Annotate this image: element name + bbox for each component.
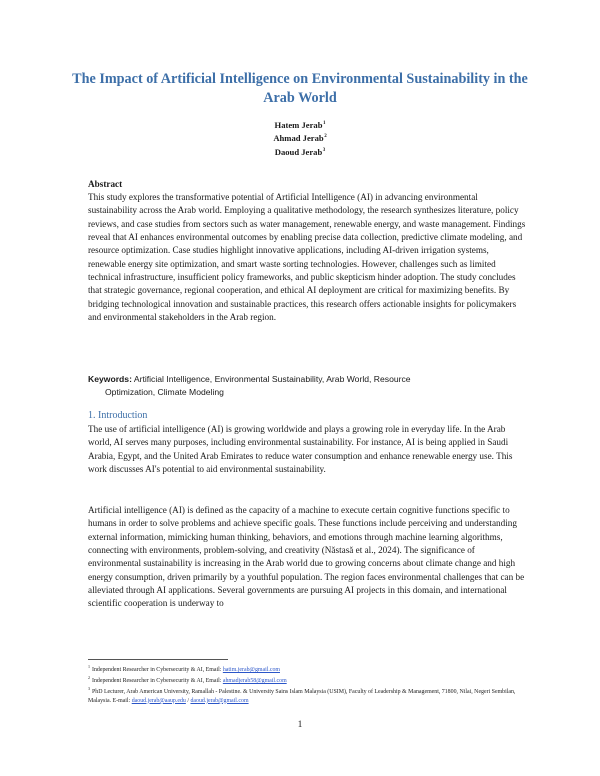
author-footnote-mark: 3	[322, 147, 326, 153]
footnote	[88, 674, 528, 685]
author	[0, 131, 600, 144]
abstract-body: This study explores the transformative potential of Artificial Intelligence (AI) in advancing environmental sustainability across the Arab world. Employing a qualitative methodology, the research synthesizes literature, policy reviews, and case studies from sectors such as water management, renewable energy, and waste management. Findings reveal that AI enhances environmental outcomes by enabling precise data collection, predictive climate modeling, and resource optimization. Case studies highlight innovative applications, including AI-driven irrigation systems, renewable energy site optimization, and smart waste sorting technologies. However, challenges such as limited technical infrastructure, insufficient policy frameworks, and public skepticism hinder adoption. The study concludes that strategic governance, regional cooperation, and ethical AI deployment are critical for maximizing benefits. By bridging technological innovation and sustainable practices, this research offers actionable insights for policymakers and environmental stakeholders in the Arab region.	[88, 192, 526, 323]
author-footnote-mark: 1	[322, 121, 326, 126]
author-list	[0, 118, 600, 158]
intro-paragraph: Artificial intelligence (AI) is defined as the capacity of a machine to execute certain cognitive functions specific to humans in order to solve problems and achieve specific goals. These functions include perceiving and understanding external information, mimicking human thinking, behaviors, and emotions through machine learning algorithms, connecting with environments, problem-solving, and creativity (Năstasă et al., 2024). The significance of environmental sustainability is increasing in the Arab world due to growing concerns about climate change and high energy consumption, driven primarily by a youthful population. The region faces environmental challenges that can be alleviated through AI applications. Several governments are pursuing AI projects in this domain, and international scientific cooperation is underway to	[88, 505, 525, 609]
footnote-text: Independent Researcher in Cybersecurity & AI, Email:	[92, 678, 223, 685]
author-name: Hatem Jerab	[274, 120, 323, 130]
email-link[interactable]: ahmadjerab58@gmail.com	[222, 678, 287, 685]
email-link[interactable]: daoud.jerab@gmail.com	[190, 697, 249, 704]
keywords-line-2: Optimization, Climate Modeling	[105, 387, 224, 398]
footnote-mark: 2	[88, 675, 90, 681]
author-name: Ahmad Jerab	[273, 133, 324, 144]
keywords-line-1: Artificial Intelligence, Environmental Sustainability, Arab World, Resource	[131, 374, 411, 384]
author	[0, 145, 600, 158]
paper-title: The Impact of Artificial Intelligence on Environmental Sustainability in the Arab World	[72, 71, 528, 106]
abstract-heading: Abstract	[88, 179, 123, 189]
page-number: 1	[297, 720, 303, 730]
footnotes	[88, 663, 528, 705]
footnote	[88, 685, 528, 704]
footnote-text: PhD Lecturer, Arab American University, Ramallah - Palestine. & University Sains Islam Malaysia (USIM), Faculty of Leadership & Management, 71800, Nilai, Negeri Sembilan, Malaysia. E-mail:	[88, 689, 516, 704]
keywords-label: Keywords:	[88, 374, 132, 384]
footnote-divider	[88, 659, 228, 660]
author-name: Daoud Jerab	[274, 146, 323, 157]
author-footnote-mark: 2	[324, 134, 327, 140]
footnote-text: Independent Researcher in Cybersecurity & AI, Email:	[92, 667, 223, 673]
email-link[interactable]: hatim.jerab@gmail.com	[222, 667, 280, 673]
keywords	[88, 373, 518, 400]
footnote-mark: 1	[88, 664, 90, 669]
footnote-mark: 3	[88, 686, 90, 692]
email-link[interactable]: daoud.jerab@aaup.edu	[131, 697, 186, 704]
footnote	[88, 663, 528, 674]
intro-paragraph: The use of artificial intelligence (AI) is growing worldwide and plays a growing role in everyday life. In the Arab world, AI serves many purposes, including environmental sustainability. For instance, AI is being applied in Saudi Arabia, Egypt, and the United Arab Emirates to reduce water consumption and enhance renewable energy use. This work discusses AI's potential to aid environmental sustainability.	[88, 424, 513, 475]
author	[0, 118, 600, 131]
email-separator: /	[185, 697, 191, 704]
section-heading-introduction: 1. Introduction	[88, 410, 148, 421]
